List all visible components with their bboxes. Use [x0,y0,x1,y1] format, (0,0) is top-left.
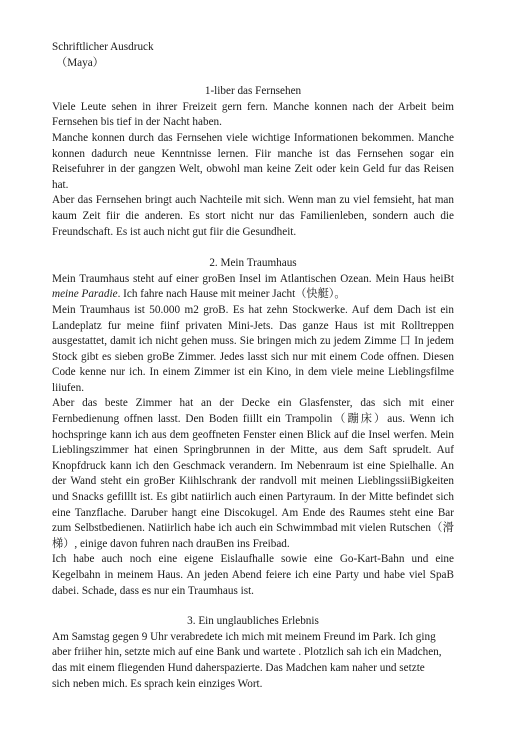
section-traumhaus [52,256,454,599]
paragraph-text: Mein Traumhaus steht auf einer groBen Insel im Atlantischen Ozean. Mein Haus heiBt [52,272,454,285]
paragraph-text: . Ich fahre nach Hause mit meiner Jacht（快艇）。 [117,288,346,301]
section-title-3: 3. Ein unglaubliches Erlebnis [187,615,319,628]
section-title-1: 1-liber das Fernsehen [204,85,302,98]
section-erlebnis [52,614,454,692]
paragraph-line: aber friiher hin, setzte mich auf eine Bank und wartete . Plotzlich sah ich ein Madchen, [52,646,442,659]
paragraph-line: sich neben mich. Es sprach kein einziges Wort. [52,677,263,690]
section-title-2: 2. Mein Traumhaus [209,257,297,270]
paragraph: Ich habe auch noch eine eigene Eislaufhalle sowie eine Go-Kart-Bahn und eine Kegelbahn in meinem Haus. An jeden Abend feiere ich eine Party und habe viel SpaB dabei. Schade, dass es nur ein Traumhaus ist. [52,553,454,597]
section-fernsehen [52,84,454,240]
paragraph: Viele Leute sehen in ihrer Freizeit gern fern. Manche konnen nach der Arbeit beim Fernsehen bis tief in der Nacht haben. [52,100,454,129]
document-title: Schriftlicher Ausdruck [52,41,154,53]
house-name: meine Paradie [52,288,118,301]
paragraph: Aber das beste Zimmer hat an der Decke ein Glasfenster, das sich mit einer Fernbedienung offnen lasst. Den Boden fiillt ein Trampolin（蹦床）aus. Wenn ich hochspringe kann ich aus dem geoffneten Fenster einen Blick auf die Insel werfen. Mein Lieblingszimmer hat einen Springbrunnen in der Mitte, aus dem Saft sprudelt. Auf Knopfdruck kann ich den Geschmack verandern. Im Nebenraum ist eine Spielhalle. An der Wand steht ein groBer Kiihlschrank der randvoll mit meinen LieblingssiiBigkeiten und Snacks gefilllt ist. Es gibt natiirlich auch einen Partyraum. In der Mitte befindet sich eine Tanzflache. Daruber hangt eine Discokugel. Am Ende des Raumes steht eine Bar zum Selbstbedienen. Natiirlich habe ich auch ein Schwimmbad mit vielen Rutschen（滑梯）, einige davon fuhren nach drauBen ins Freibad. [52,397,454,550]
paragraph-line: Am Samstag gegen 9 Uhr verabredete ich mich mit meinem Freund im Park. Ich ging [52,630,436,643]
paragraph: Manche konnen durch das Fernsehen viele wichtige Informationen bekommen. Manche konnen dadurch neue Kenntnisse lernen. Fiir manche ist das Fernsehen sogar ein Reisefuhrer in der gangzen Welt, obwohl man keine Zeit oder kein Geld fur das Reisen hat. [52,131,454,191]
document-author: （Maya） [56,56,104,69]
paragraph: Aber das Fernsehen bringt auch Nachteile mit sich. Wenn man zu viel femsieht, hat man kaum Zeit fiir die anderen. Es stort nicht nur das Familienleben, sondern auch die Freundschaft. Es ist auch nicht gut fiir die Gesundheit. [52,194,454,238]
document-page [52,40,454,692]
paragraph-line: das mit einem fliegenden Hund daherspazierte. Das Madchen kam naher und setzte [52,661,425,674]
paragraph [52,272,454,303]
paragraph: Mein Traumhaus ist 50.000 m2 groB. Es hat zehn Stockwerke. Auf dem Dach ist ein Landeplatz fur meine fiinf privaten Mini-Jets. Das ganze Haus ist mit Rolltreppen ausgestattet, damit ich nicht gehen muss. Sie bringen mich zu jedem Zimme 口 In jedem Stock gibt es sieben groBe Zimmer. Jedes lasst sich nur mit einem Code offnen. Diesen Code kenne nur ich. In einem Zimmer ist ein Kino, in dem viele meine Lieblingsfilme liiufen. [52,303,454,394]
